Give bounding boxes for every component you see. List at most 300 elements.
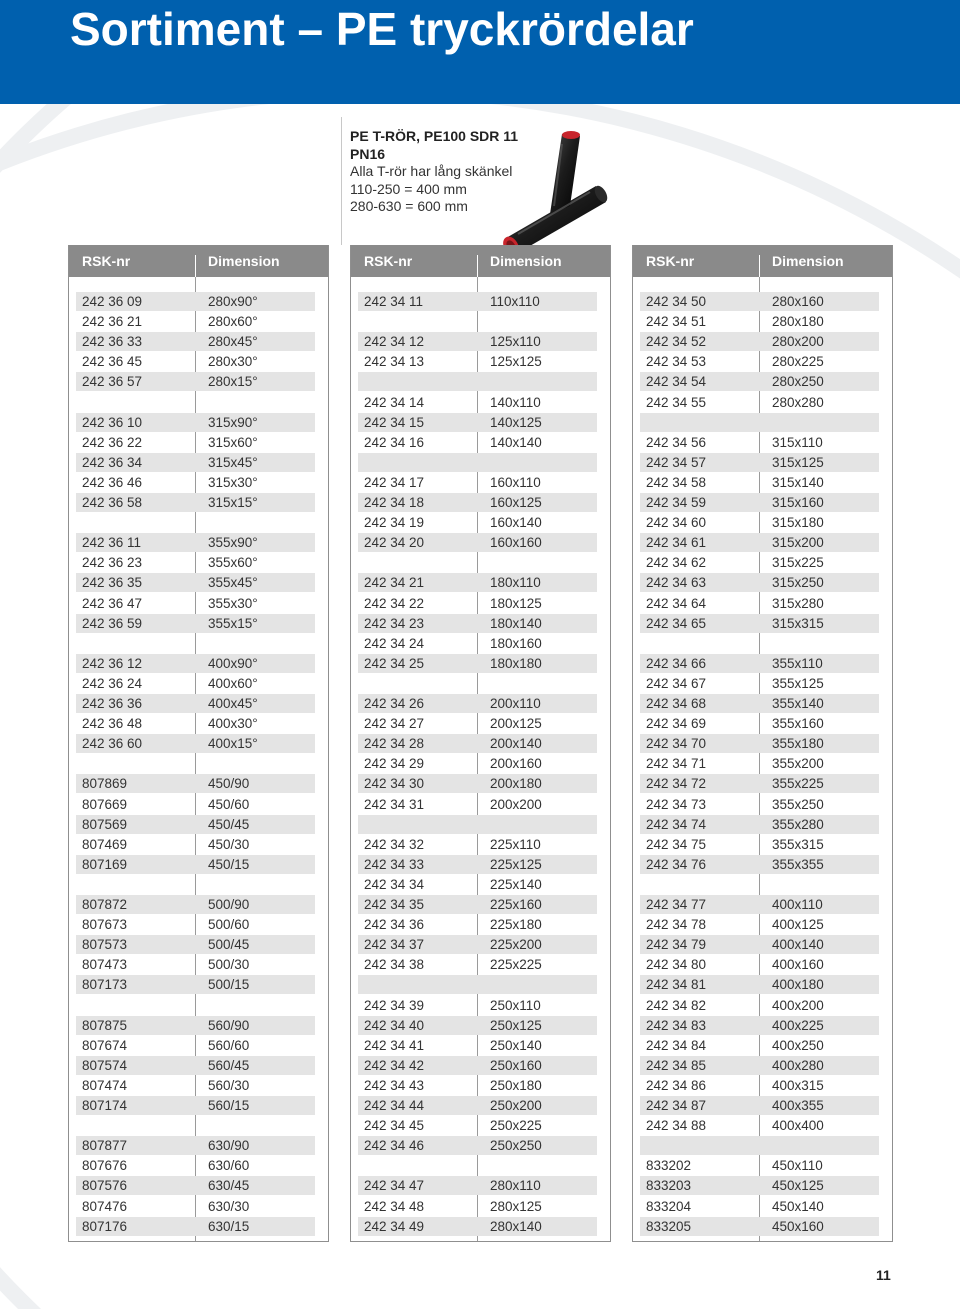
rsk-number-cell: 242 34 87 [646,1098,707,1113]
table-row [640,975,879,994]
rsk-number-cell: 807474 [82,1077,128,1093]
rsk-number-cell: 242 34 49 [364,1218,425,1234]
dimension-cell: 250x250 [490,1138,542,1154]
table-row [358,352,597,371]
dimension-cell: 400x250 [772,1037,824,1053]
rsk-number-cell: 242 34 43 [364,1077,425,1093]
table-row [76,1016,315,1035]
rsk-number-cell: 242 36 24 [82,675,143,691]
product-table-3 [632,245,893,1242]
dimension-cell: 280x225 [772,354,824,370]
table-row [76,533,315,552]
dimension-cell: 315x125 [772,454,824,470]
rsk-number-cell: 242 34 55 [646,394,707,410]
rsk-number-cell: 242 34 74 [646,816,707,832]
dimension-cell: 400x160 [772,957,824,973]
table-row [640,513,879,532]
dimension-cell: 400x110 [772,897,823,912]
dimension-cell: 250x110 [490,997,541,1013]
dimension-cell: 140x110 [490,394,541,410]
rsk-number-cell: 242 34 67 [646,675,707,691]
rsk-number-cell: 242 34 76 [646,856,707,872]
table-row [640,895,879,914]
dimension-cell: 280x90° [208,294,258,309]
dimension-cell: 315x60° [208,434,258,450]
dimension-cell: 400x225 [772,1017,824,1033]
page-title: Sortiment – PE tryckrördelar [70,3,694,55]
rsk-number-cell: 242 34 51 [646,314,707,330]
rsk-number-cell: 242 34 12 [364,334,425,350]
rsk-number-cell: 242 34 26 [364,696,425,711]
dimension-cell: 315x110 [772,434,823,450]
dimension-cell: 355x140 [772,696,824,711]
dimension-cell: 250x125 [490,1017,542,1033]
table-row [640,634,879,653]
dimension-cell: 400x125 [772,917,824,933]
dimension-cell: 355x200 [772,756,824,772]
header-divider [477,255,478,277]
product-table-1 [68,245,329,1242]
dimension-cell: 140x140 [490,434,542,450]
table-row [640,935,879,954]
rsk-number-cell: 242 34 82 [646,997,707,1013]
table-row [358,734,597,753]
rsk-number-cell: 242 34 35 [364,897,425,912]
rsk-number-cell: 242 36 23 [82,555,143,571]
rsk-number-cell: 242 34 77 [646,897,707,912]
dimension-cell: 280x280 [772,394,824,410]
product-title: PE T-RÖR, PE100 SDR 11 [350,128,519,144]
rsk-number-cell: 242 36 36 [82,696,143,711]
table-row [76,352,315,371]
table-row [358,413,597,432]
dimension-cell: 400x90° [208,655,258,671]
table-row [640,795,879,814]
dimension-cell: 400x315 [772,1077,824,1093]
table-row [358,614,597,633]
dimension-cell: 225x125 [490,856,542,872]
table-row [358,1076,597,1095]
table-row [358,513,597,532]
table-row [640,553,879,572]
rsk-number-cell: 242 36 33 [82,334,143,350]
table-row [358,533,597,552]
table-row [76,835,315,854]
rsk-number-cell: 242 34 30 [364,776,425,792]
table-row [76,312,315,331]
table-row [358,694,597,713]
header-divider [195,255,196,277]
table-row [358,332,597,351]
table-row [640,372,879,391]
table-row [76,955,315,974]
rsk-number-cell: 242 34 52 [646,334,707,350]
rsk-number-cell: 242 34 13 [364,354,425,370]
column-header-rsk: RSK-nr [646,253,695,269]
dimension-cell: 400x45° [208,696,258,711]
product-pressure-class: PN16 [350,145,386,162]
rsk-number-cell: 242 34 41 [364,1037,425,1053]
rsk-number-cell: 242 34 88 [646,1118,707,1134]
table-row [358,473,597,492]
product-divider [341,117,342,245]
table-row [640,573,879,592]
rsk-number-cell: 242 34 69 [646,716,707,732]
table-row [76,553,315,572]
rsk-number-cell: 242 34 29 [364,756,425,772]
rsk-number-cell: 807169 [82,856,128,872]
table-row [76,774,315,793]
dimension-cell: 125x110 [490,334,541,350]
rsk-number-cell: 242 36 47 [82,595,143,611]
dimension-cell: 180x125 [490,595,542,611]
table-row [358,1136,597,1155]
rsk-number-cell: 242 36 58 [82,495,143,510]
table-row [640,352,879,371]
table-row [358,815,597,834]
table-row [358,453,597,472]
table-row [358,433,597,452]
rsk-number-cell: 242 34 70 [646,736,707,752]
table-row [76,393,315,412]
dimension-cell: 355x15° [208,615,258,631]
table-row [76,513,315,532]
rsk-number-cell: 807676 [82,1158,128,1174]
table-row [76,795,315,814]
rsk-number-cell: 242 34 21 [364,575,425,591]
dimension-cell: 200x140 [490,736,542,752]
rsk-number-cell: 242 34 80 [646,957,707,973]
table-row [358,935,597,954]
table-row [76,614,315,633]
table-row [640,774,879,793]
rsk-number-cell: 807473 [82,957,128,973]
dimension-cell: 450x110 [772,1158,823,1174]
header-divider [759,255,760,277]
rsk-number-cell: 242 34 72 [646,776,707,792]
table-row [76,975,315,994]
dimension-cell: 355x30° [208,595,258,611]
rsk-number-cell: 242 34 81 [646,977,707,993]
dimension-cell: 315x315 [772,615,824,631]
product-desc-line: 110-250 = 400 mm [350,180,467,197]
table-row [640,292,879,311]
table-row [640,594,879,613]
table-row [640,393,879,412]
table-row [640,835,879,854]
rsk-number-cell: 242 36 45 [82,354,143,370]
table-row [358,372,597,391]
dimension-cell: 400x60° [208,675,258,691]
table-row [76,1176,315,1195]
rsk-number-cell: 242 34 85 [646,1057,707,1073]
dimension-cell: 180x180 [490,655,542,671]
rsk-number-cell: 807174 [82,1098,128,1113]
table-row [640,1136,879,1155]
rsk-number-cell: 807173 [82,977,128,993]
dimension-cell: 250x160 [490,1057,542,1073]
table-row [76,1197,315,1216]
dimension-cell: 225x140 [490,876,542,892]
rsk-number-cell: 242 34 24 [364,635,425,651]
table-row [76,694,315,713]
table-row [640,694,879,713]
column-header-dimension: Dimension [208,253,280,269]
dimension-cell: 225x110 [490,836,541,852]
rsk-number-cell: 242 34 58 [646,474,707,490]
table-row [640,1116,879,1135]
dimension-cell: 400x355 [772,1098,824,1113]
dimension-cell: 225x200 [490,937,542,953]
dimension-cell: 500/15 [208,977,250,993]
column-header-dimension: Dimension [772,253,844,269]
dimension-cell: 200x180 [490,776,542,792]
dimension-cell: 315x45° [208,454,258,470]
rsk-number-cell: 807877 [82,1138,128,1154]
table-row [640,473,879,492]
table-row [358,754,597,773]
rsk-number-cell: 242 34 71 [646,756,707,772]
dimension-cell: 560/30 [208,1077,250,1093]
table-row [640,433,879,452]
table-row [76,1096,315,1115]
dimension-cell: 400x140 [772,937,824,953]
rsk-number-cell: 242 34 48 [364,1198,425,1214]
dimension-cell: 200x110 [490,696,541,711]
rsk-number-cell: 242 34 28 [364,736,425,752]
rsk-number-cell: 242 34 18 [364,495,425,510]
rsk-number-cell: 242 34 22 [364,595,425,611]
rsk-number-cell: 242 36 12 [82,655,143,671]
table-row [76,996,315,1015]
dimension-cell: 355x180 [772,736,824,752]
dimension-cell: 400x200 [772,997,824,1013]
table-row [640,875,879,894]
rsk-number-cell: 242 34 86 [646,1077,707,1093]
dimension-cell: 630/60 [208,1158,250,1174]
column-header-rsk: RSK-nr [364,253,413,269]
table-row [358,895,597,914]
dimension-cell: 280x45° [208,334,258,350]
dimension-cell: 355x45° [208,575,258,591]
dimension-cell: 315x280 [772,595,824,611]
table-row [76,1217,315,1236]
dimension-cell: 160x125 [490,495,542,510]
table-row [358,875,597,894]
dimension-cell: 315x180 [772,515,824,531]
dimension-cell: 450x125 [772,1178,824,1194]
table-row [358,955,597,974]
rsk-number-cell: 242 36 11 [82,535,142,551]
rsk-number-cell: 242 34 39 [364,997,425,1013]
rsk-number-cell: 242 34 73 [646,796,707,812]
table-row [76,815,315,834]
table-row [640,1197,879,1216]
dimension-cell: 125x125 [490,354,542,370]
table-row [358,714,597,733]
rsk-number-cell: 242 36 46 [82,474,143,490]
table-row [640,413,879,432]
table-row [358,1056,597,1075]
table-row [358,835,597,854]
rsk-number-cell: 242 34 53 [646,354,707,370]
table-row [76,875,315,894]
dimension-cell: 180x140 [490,615,542,631]
table-row [76,895,315,914]
table-row [76,1036,315,1055]
table-row [76,855,315,874]
rsk-number-cell: 242 34 61 [646,535,707,551]
table-row [358,594,597,613]
table-row [358,292,597,311]
table-row [640,1096,879,1115]
dimension-cell: 280x250 [772,374,824,390]
page-number: 11 [876,1267,891,1283]
dimension-cell: 280x30° [208,354,258,370]
table-row [358,1116,597,1135]
dimension-cell: 280x200 [772,334,824,350]
dimension-cell: 315x200 [772,535,824,551]
dimension-cell: 315x160 [772,495,824,510]
dimension-cell: 280x60° [208,314,258,330]
table-row [76,1076,315,1095]
table-row [640,1217,879,1236]
dimension-cell: 355x250 [772,796,824,812]
dimension-cell: 355x110 [772,655,823,671]
rsk-number-cell: 242 34 60 [646,515,707,531]
dimension-cell: 450x160 [772,1218,824,1234]
table-row [640,674,879,693]
rsk-number-cell: 242 34 14 [364,394,425,410]
dimension-cell: 500/30 [208,957,250,973]
dimension-cell: 355x225 [772,776,824,792]
column-header-dimension: Dimension [490,253,562,269]
rsk-number-cell: 807673 [82,917,128,933]
dimension-cell: 280x140 [490,1218,542,1234]
table-row [640,1056,879,1075]
rsk-number-cell: 833204 [646,1198,692,1214]
rsk-number-cell: 242 36 48 [82,716,143,732]
rsk-number-cell: 807569 [82,816,128,832]
table-header [69,245,328,277]
rsk-number-cell: 807875 [82,1017,128,1033]
dimension-cell: 450x140 [772,1198,824,1214]
table-row [640,1036,879,1055]
table-row [76,473,315,492]
product-table-2 [350,245,611,1242]
table-row [76,734,315,753]
rsk-number-cell: 242 36 10 [82,414,143,430]
dimension-cell: 400x280 [772,1057,824,1073]
table-row [76,1056,315,1075]
rsk-number-cell: 242 34 16 [364,434,425,450]
dimension-cell: 450/45 [208,816,250,832]
dimension-cell: 250x200 [490,1098,542,1113]
dimension-cell: 450/15 [208,856,250,872]
table-row [76,594,315,613]
dimension-cell: 630/45 [208,1178,250,1194]
table-row [640,915,879,934]
rsk-number-cell: 242 34 32 [364,836,425,852]
dimension-cell: 400x180 [772,977,824,993]
rsk-number-cell: 242 34 11 [364,294,424,309]
rsk-number-cell: 242 34 45 [364,1118,425,1134]
table-row [358,573,597,592]
rsk-number-cell: 242 36 09 [82,294,143,309]
rsk-number-cell: 242 34 64 [646,595,707,611]
rsk-number-cell: 242 34 47 [364,1178,425,1194]
rsk-number-cell: 242 34 40 [364,1017,425,1033]
dimension-cell: 400x15° [208,736,258,752]
rsk-number-cell: 242 36 22 [82,434,143,450]
dimension-cell: 315x225 [772,555,824,571]
rsk-number-cell: 807476 [82,1198,128,1214]
table-row [640,654,879,673]
rsk-number-cell: 807573 [82,937,128,953]
rsk-number-cell: 242 36 57 [82,374,143,390]
table-row [640,1076,879,1095]
dimension-cell: 355x315 [772,836,824,852]
rsk-number-cell: 242 36 60 [82,736,143,752]
table-header [351,245,610,277]
table-row [358,996,597,1015]
rsk-number-cell: 242 34 42 [364,1057,425,1073]
rsk-number-cell: 807574 [82,1057,128,1073]
table-row [76,1116,315,1135]
rsk-number-cell: 242 34 83 [646,1017,707,1033]
dimension-cell: 280x110 [490,1178,541,1194]
table-row [358,1036,597,1055]
dimension-cell: 315x15° [208,495,258,510]
rsk-number-cell: 833202 [646,1158,692,1174]
rsk-number-cell: 242 34 57 [646,454,707,470]
dimension-cell: 250x180 [490,1077,542,1093]
dimension-cell: 450/60 [208,796,250,812]
dimension-cell: 180x160 [490,635,542,651]
dimension-cell: 630/15 [208,1218,250,1234]
table-row [358,1016,597,1035]
table-row [76,674,315,693]
table-row [358,1096,597,1115]
table-row [640,955,879,974]
rsk-number-cell: 242 36 34 [82,454,143,470]
rsk-number-cell: 242 34 79 [646,937,707,953]
dimension-cell: 450/30 [208,836,250,852]
dimension-cell: 315x250 [772,575,824,591]
table-row [358,634,597,653]
dimension-cell: 500/45 [208,937,250,953]
column-header-rsk: RSK-nr [82,253,131,269]
dimension-cell: 355x60° [208,555,258,571]
table-row [358,774,597,793]
page-header [0,0,960,104]
rsk-number-cell: 242 34 25 [364,655,425,671]
rsk-number-cell: 242 36 21 [82,314,143,330]
rsk-number-cell: 807872 [82,897,128,912]
table-row [640,714,879,733]
dimension-cell: 500/90 [208,897,250,912]
dimension-cell: 180x110 [490,575,541,591]
rsk-number-cell: 242 34 37 [364,937,425,953]
dimension-cell: 450/90 [208,776,250,792]
rsk-number-cell: 807176 [82,1218,128,1234]
dimension-cell: 225x180 [490,917,542,933]
rsk-number-cell: 242 34 44 [364,1098,425,1113]
table-row [358,1217,597,1236]
rsk-number-cell: 242 34 34 [364,876,425,892]
rsk-number-cell: 242 34 63 [646,575,707,591]
rsk-number-cell: 807576 [82,1178,128,1194]
